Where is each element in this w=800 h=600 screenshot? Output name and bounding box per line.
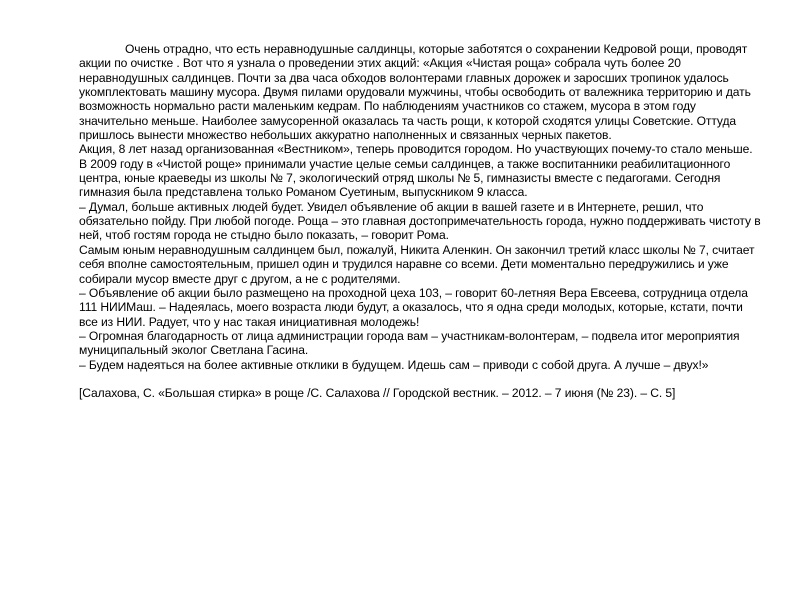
article-paragraph-history: Акция, 8 лет назад организованная «Вестником», теперь проводится городом. Но участвующих почему-то стало меньше. В 2009 году в «Чистой роще» принимали участие целые семьи салдинцев, а также воспитанники реабилитационного центра, юные краеведы из школы № 7, экологический отряд школы № 5, гимназисты вместе с педагогами. Сегодня гимназия была представлена только Романом Суетиным, выпускником 9 класса.	[79, 142, 753, 200]
article-paragraph-intro: Очень отрадно, что есть неравнодушные салдинцы, которые заботятся о сохранении Кедровой рощи, проводят акции по очистке . Вот что я узнала о проведении этих акций: «Акция «Чистая роща» собрала чуть более 20 неравнодушных салдинцев. Почти за два часа обходов волонтерами главных дорожек и заросших тропинок удалось укомплектовать машину мусора. Двумя пилами орудовали мужчины, чтобы освободить от валежника территорию и дать возможность нормально расти маленьким кедрам. По наблюдениям участников со стажем, мусора в этом году значительно меньше. Наиболее замусоренной оказалась та часть рощи, к которой сходятся улицы Советские. Оттуда пришлось вынести множество небольших аккуратно наполненных и связанных черных пакетов.	[79, 42, 751, 143]
article-paragraph-nikita: Самым юным неравнодушным салдинцем был, пожалуй, Никита Аленкин. Он закончил третий класс школы № 7, считает себя вполне самостоятельным, пришел один и трудился наравне со всеми. Дети моментально передружились и уже собирали мусор вместе друг с другом, а не с родителями.	[79, 242, 755, 286]
article-paragraph-quote-roma: – Думал, больше активных людей будет. Увидел объявление об акции в вашей газете и в Интернете, решил, что обязательно пойду. При любой погоде. Роща – это главная достопримечательность города, нужно поддерживать чистоту в ней, чтоб гостям города не стыдно было показать, – говорит Рома.	[79, 199, 761, 243]
citation: [Салахова, С. «Большая стирка» в роще /С. Салахова // Городской вестник. – 2012. – 7 июня (№ 23). – С. 5]	[79, 386, 676, 401]
paragraph-spacer	[79, 372, 763, 386]
article-paragraph-closing: – Будем надеяться на более активные отклики в будущем. Идешь сам – приводи с собой друга. А лучше – двух!»	[79, 357, 709, 372]
article-text	[79, 42, 763, 401]
article-paragraph-gratitude: – Огромная благодарность от лица администрации города вам – участникам-волонтерам, – подвела итог мероприятия муниципальный эколог Светлана Гасина.	[79, 328, 740, 358]
article-paragraph-quote-vera: – Объявление об акции было размещено на проходной цеха 103, – говорит 60-летняя Вера Евсеева, сотрудница отдела 111 НИИМаш. – Надеялась, моего возраста люди будут, а оказалось, что я одна среди молодых, которые, кстати, почти все из НИИ. Радует, что у нас такая инициативная молодежь!	[79, 285, 748, 329]
